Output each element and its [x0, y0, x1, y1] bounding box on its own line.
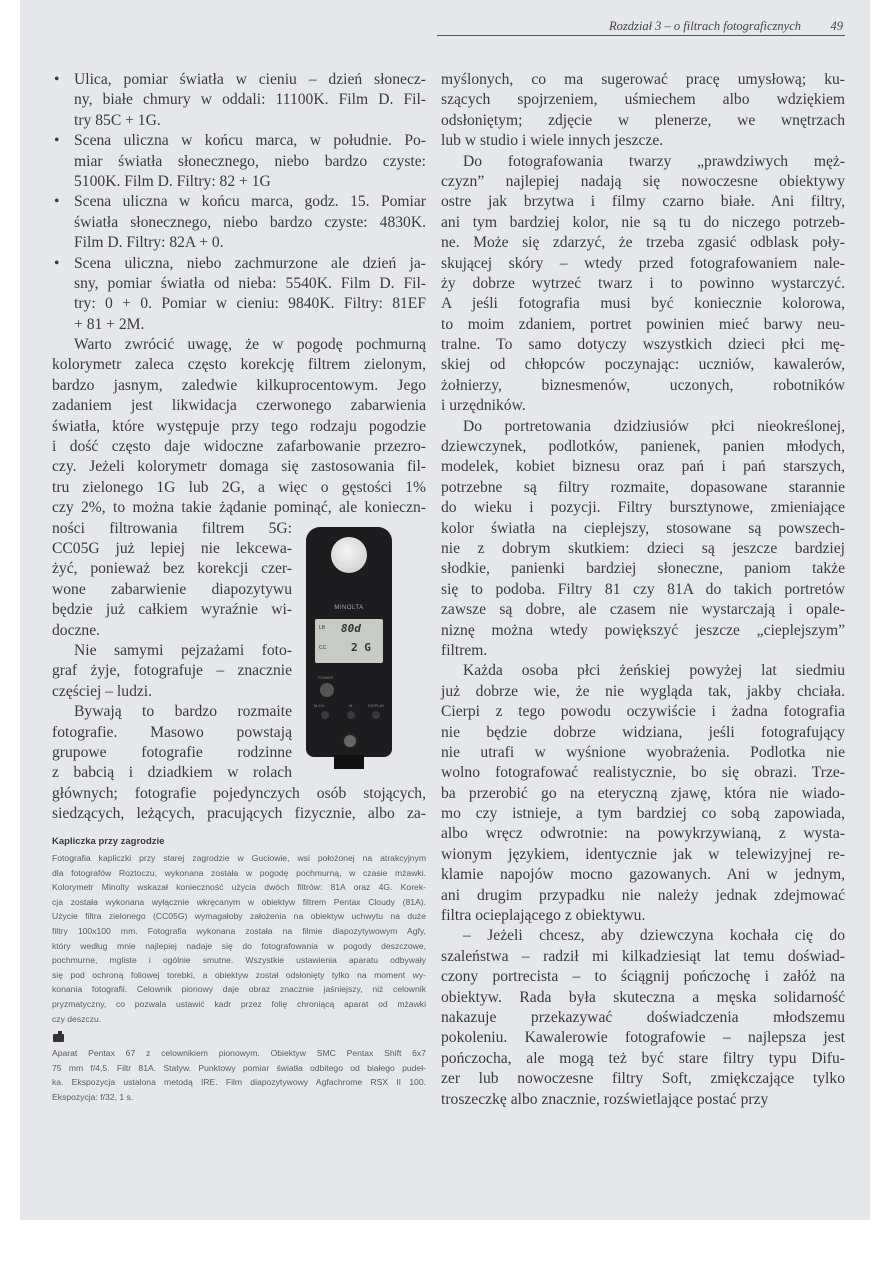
text-line: doczne.	[52, 621, 101, 639]
text-line: pończocha, ale mogą też być stare filtry typu Difu-	[441, 1049, 845, 1067]
text-line: filtra ocieplającego z obiektywu.	[441, 907, 646, 925]
display-button	[372, 711, 380, 719]
caption-title: Kapliczka przy zagrodzie	[52, 836, 165, 847]
hot-shoe-foot	[334, 755, 364, 769]
lcd-display	[315, 619, 383, 663]
paragraph	[441, 926, 845, 1110]
text-line: zadaniem jest likwidacja czerwonego zabarwienia	[52, 397, 426, 415]
text-line: się to podoba. Filtry 81 czy 81A do takich portretów	[441, 580, 845, 598]
text-line: ba przerobić go na eteryczną zjawę, która nie wiado-	[441, 784, 845, 802]
text-line: obiektyw. Rada była skuteczna a męska solidarność	[441, 988, 845, 1006]
text-line: sny, pomiar światła od nieba: 5540K. Film D. Fil-	[74, 274, 426, 292]
caption-text	[52, 1046, 426, 1104]
brand-logo: MINOLTA	[334, 605, 364, 611]
tripod-socket	[342, 733, 358, 749]
camera-icon	[53, 1034, 64, 1042]
text-line: fotografie. Masowo powstają	[52, 723, 292, 741]
paragraph	[52, 335, 426, 519]
text-line: lub w studio i wiele innych jeszcze.	[441, 132, 664, 150]
text-line: Każda osoba płci żeńskiej powyżej lat siedmiu	[463, 662, 845, 680]
text-line: Fotografia kapliczki przy starej zagrodzie w Guciowie, wsi położonej na atrakcyjnym	[52, 853, 426, 863]
text-line: 5100K. Film D. Filtry: 82 + 1G	[74, 172, 271, 190]
text-line: myślonych, co ma sugerować pracę umysłową; ku-	[441, 71, 845, 88]
paragraph	[441, 70, 845, 152]
power-button	[320, 683, 334, 697]
text-line: tralne. To samo dotyczy wszystkich dzieci płci mę-	[441, 336, 845, 354]
right-column	[441, 70, 845, 1110]
text-line: czony portrecista – to ściągnij pończochę i załóż na	[441, 968, 845, 986]
text-line: niznę można wtedy powiększyć jeszcze „cieplejszym”	[441, 621, 845, 639]
light-sensor-dome	[331, 537, 367, 573]
text-line: ności filtrowania filtrem 5G:	[52, 519, 292, 537]
text-line: ani drugim przypadku nie należy jednak zdejmować	[441, 886, 845, 904]
text-line: czyzn” najlepiej nadają się nowoczesne obiektywy	[441, 172, 845, 190]
text-line: żołnierzy, biznesmenów, uczonych, robotników	[441, 376, 845, 394]
text-line: pochmurne, mgliste i ogólnie smutne. Wszystkie ustawienia aparatu odbywały	[52, 955, 426, 966]
text-line: – Jeżeli chcesz, aby dziewczyna kochała cię do	[463, 927, 845, 945]
lcd-reading: 80d	[341, 622, 361, 635]
chapter-title: Rozdział 3 – o filtrach fotograficznych	[608, 19, 801, 33]
text-line: głównych; fotografie pojedynczych osób stojących,	[52, 784, 426, 802]
caption-body	[52, 851, 426, 1026]
text-line: nie z dobrym skutkiem: dzieci są jeszcze bardziej	[441, 539, 845, 557]
text-line: nie będzie dobrze widziana, jeśli fotografujący	[441, 723, 845, 741]
text-line: • Scena uliczna w końcu marca, w południe. Po-	[52, 131, 426, 151]
text-line: światła, które występuje przy tego rodzaju pogodzie	[52, 417, 426, 435]
text-line: ży dobrze wytrzeć twarz i to powinno wystarczyć.	[441, 274, 845, 292]
text-line: wone zabarwienie diapozytywu	[52, 580, 292, 598]
text-line: do wieku i pozycji. Filtry bursztynowe, zmieniające	[441, 499, 845, 517]
text-line: ostre jak brzytwa i filmy czarno białe. Ani filtry,	[441, 193, 845, 211]
text-line: odsłoniętym; zdjęcie w plenerze, we wnętrzach	[441, 111, 845, 129]
text-line: skiej od chłopców poczynając: uczniów, kawalerów,	[441, 356, 845, 374]
text-line: • Ulica, pomiar światła w cieniu – dzień słonecz-	[52, 70, 426, 90]
paragraph	[441, 417, 845, 662]
text-line: dla fotografów Roztoczu, wykonana została w pogodę pochmurną, w czasie mżawki.	[52, 867, 426, 878]
text-line: ne. Może się zdarzyć, że trzeba zgasić odblask poły-	[441, 234, 845, 252]
text-line: Użycie filtra zielonego (CC05G) wymagałoby założenia na obiektyw uchwytu na duże	[52, 911, 426, 922]
bullet-item	[52, 70, 426, 131]
m-button	[347, 711, 355, 719]
text-line: albo wręcz odwrotnie: na powykrzywianą, z wysta-	[441, 825, 845, 843]
text-line: z babcią i dziadkiem w rolach	[52, 764, 292, 782]
text-line: ka. Ekspozycja ustalona metodą IRE. Film diapozytywowy Agfachrome RSX II 100.	[52, 1077, 426, 1088]
button-label: M-CH	[314, 703, 325, 708]
text-line: zer lub nowoczesne filtry Soft, zmiękczające tylko	[441, 1070, 845, 1088]
bullet-item	[52, 254, 426, 336]
text-line: nie utrafi w wyśnione wyobrażenia. Podlotka nie	[441, 743, 845, 761]
text-line: Kolorymetr Minolty wskazał konieczność użycia dwóch filtrów: 81A oraz 4G. Korek-	[52, 882, 426, 893]
text-line: ani tym bardziej kolor, nie są tu do niczego potrzeb-	[441, 213, 845, 231]
lcd-label: LB	[319, 625, 326, 631]
text-line: Aparat Pentax 67 z celownikiem pionowym. Obiektyw SMC Pentax Shift 6x7	[52, 1048, 426, 1058]
text-line: modelek, kobiet biznesu oraz pań i pań starszych,	[441, 458, 845, 476]
text-line: bardzo jasnym, zaledwie kilkuprocentowym. Jego	[52, 376, 426, 394]
text-line: kolorymetr zaleca często korekcję filtrem zielonym,	[52, 356, 426, 374]
button-label: M	[349, 703, 353, 708]
text-line: pokoleniu. Kawalerowie fotografowie – najlepsza jest	[441, 1029, 845, 1047]
bullet-item	[52, 192, 426, 253]
text-line: kolor światła na cieplejszy, stosowane są powszech-	[441, 519, 845, 537]
text-line: Warto zwrócić uwagę, że w pogodę pochmurną	[74, 336, 426, 354]
button-label: DISPLAY	[368, 703, 385, 708]
text-line: nakazuje przekazywać doświadczenia młodszemu	[441, 1008, 845, 1026]
mch-button	[321, 711, 329, 719]
text-line: to moim zdaniem, portret powinien mieć barwy neu-	[441, 315, 845, 333]
text-line: dziewczynek, podlotków, panienek, panien młodych,	[441, 438, 845, 456]
paragraph	[441, 152, 845, 417]
text-line: try: 0 + 0. Pomiar w cieniu: 9840K. Filtry: 81EF	[74, 295, 426, 313]
page-number: 49	[830, 19, 843, 33]
text-line: czy deszczu.	[52, 1013, 102, 1024]
text-line: • Scena uliczna w końcu marca, godz. 15. Pomiar	[52, 192, 426, 212]
text-line: skującej skóry – wtedy przed fotografowaniem nale-	[441, 254, 845, 272]
text-line: • Scena uliczna, niebo zachmurzone ale dzień ja-	[52, 254, 426, 274]
text-line: i urzędników.	[441, 397, 526, 415]
text-line: szących spojrzeniem, uśmiechem albo wdziękiem	[441, 91, 845, 109]
text-line: Do portretowania dzidziusiów płci nieokreślonej,	[463, 417, 845, 435]
text-line: CC05G już lepiej nie lekcewa-	[52, 539, 292, 557]
lcd-label: CC	[319, 645, 327, 651]
paragraph	[52, 784, 426, 825]
text-line: + 81 + 2M.	[74, 315, 145, 333]
text-line: cja została wykonana wyłącznie wkręcanym w obiektyw filtrem Pentax Cloudy (81A).	[52, 896, 426, 907]
text-line: Nie samymi pejzażami foto-	[74, 641, 292, 659]
text-line: klamie napojów mocno gazowanych. Ani w jednym,	[441, 866, 845, 884]
text-line: który według mnie najlepiej nadaje się do fotografowania w pogody deszczowe,	[52, 940, 426, 951]
caption-text	[52, 851, 426, 1026]
text-line: już dobrze wie, że nie wygląda tak, jakby chciała.	[441, 682, 845, 700]
text-line: Cierpi z tego powodu oczywiście i żadna fotografia	[441, 703, 845, 721]
text-line: grupowe fotografie rodzinne	[52, 743, 292, 761]
text-line: słodkie, panienki bardziej słoneczne, paniom także	[441, 560, 845, 578]
text-line: A jeśli fotografia musi być koniecznie kolorowa,	[441, 295, 845, 313]
text-line: ny, białe chmury w oddali: 11100K. Film D. Fil-	[74, 91, 426, 109]
lcd-reading: 2 G	[351, 641, 371, 654]
text-line: pryzmatyczny, co pozwala ustawić kadr przez folię chroniącą aparat od mżawki	[52, 998, 426, 1009]
text-line: wionym językiem, identycznie jak w telewizyjnej re-	[441, 845, 845, 863]
text-line: konania fotografii. Celownik pionowy daje obraz znacznie jaśniejszy, niż celownik	[52, 984, 426, 995]
text-line: miar światła słonecznego, niebo bardzo czyste:	[74, 152, 426, 170]
text-line: Bywają to bardzo rozmaite	[74, 703, 292, 721]
text-line: 75 mm f/4,5. Filtr 81A. Statyw. Punktowy pomiar światła odbitego od białego pudeł-	[52, 1062, 426, 1073]
text-line: tru zielonego 1G lub 2G, a więc o gęstości 1%	[52, 478, 426, 496]
text-line: zawsze są dobre, ale czasem nie wystarczają i opale-	[441, 601, 845, 619]
text-line: żyć, ponieważ bez korekcji czer-	[52, 560, 292, 578]
text-line: wolno fotografować realistycznie, bo się obrazi. Trze-	[441, 764, 845, 782]
text-line: troszeczkę albo znacznie, rozświetlające postać przy	[441, 1090, 769, 1108]
text-line: Ekspozycja: f/32, 1 s.	[52, 1091, 134, 1102]
text-line: Do fotografowania twarzy „prawdziwych męż-	[463, 152, 845, 170]
text-line: Film D. Filtry: 82A + 0.	[74, 234, 224, 252]
text-line: graf żyje, fotografuje – znacznie	[52, 662, 292, 680]
colorimeter-photo	[302, 527, 394, 772]
text-line: częściej – ludzi.	[52, 682, 153, 700]
text-line: będzie już całkiem wyraźnie wi-	[52, 601, 292, 619]
running-header	[437, 17, 845, 36]
text-line: filtry 100x100 mm. Fotografia wykonana została na filmie diapozytywowym Agfy,	[52, 925, 426, 936]
text-line: try 85C + 1G.	[74, 111, 161, 129]
text-line: mo czy istnieje, a tym bardziej co sobą zapowiada,	[441, 805, 845, 823]
text-line: potrzebne są filtry rozmaite, dopasowane starannie	[441, 478, 845, 496]
text-line: czy 2%, to można takie żądanie pominąć, ale konieczn-	[52, 499, 426, 517]
text-line: siedzących, leżących, pracujących fizycznie, albo za-	[52, 805, 426, 823]
text-line: filtrem.	[441, 641, 488, 659]
text-line: światła słonecznego, niebo bardzo czyste: 4830K.	[74, 213, 426, 231]
text-line: się pod ochroną foliowej torebki, a obiektyw został odsłonięty tylko na moment wy-	[52, 969, 426, 980]
paragraph	[441, 661, 845, 926]
bullet-item	[52, 131, 426, 192]
text-line: czy. Jeżeli kolorymetr domaga się zastosowania fil-	[52, 458, 426, 476]
text-line: i dość często daje widoczne zafarbowanie przezro-	[52, 438, 426, 456]
text-line: szaleństwa – radził mi kilkadziesiąt lat temu doświad-	[441, 947, 845, 965]
colorimeter-body	[306, 527, 392, 757]
power-label: POWER	[318, 675, 334, 680]
caption-technical-data	[52, 1046, 426, 1104]
